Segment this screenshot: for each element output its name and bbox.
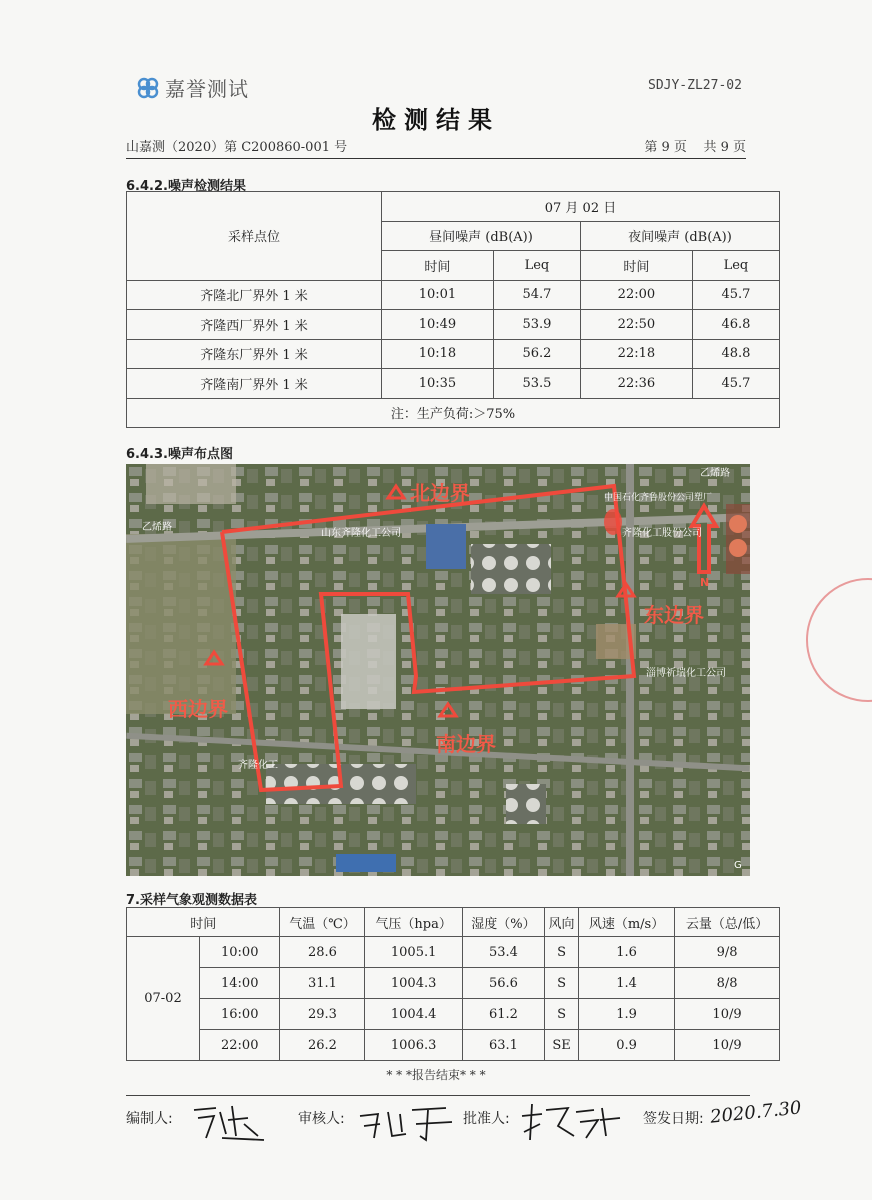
south-boundary-label: 南边界 (436, 732, 496, 756)
pressure-cell: 1006.3 (365, 1030, 462, 1061)
humidity-cell: 63.1 (462, 1030, 544, 1061)
wind-speed-cell: 1.9 (579, 999, 675, 1030)
company-label: 中国石化齐鲁股份公司塑厂 (604, 493, 713, 503)
brand-logo-icon (137, 77, 159, 99)
night-time-cell: 22:50 (580, 310, 692, 340)
header-humidity: 湿度（%） (462, 908, 544, 937)
footer-divider (126, 1095, 750, 1096)
compiler-label: 编制人: (126, 1111, 173, 1127)
night-leq-cell: 46.8 (692, 310, 779, 340)
date-cell: 07-02 (127, 937, 200, 1061)
road-label: 乙烯路 (700, 468, 730, 479)
night-leq-cell: 48.8 (692, 339, 779, 369)
issue-date-handwritten: 2020.7.30 (709, 1097, 803, 1128)
day-time-cell: 10:18 (382, 339, 494, 369)
noise-section-title: 6.4.2.噪声检测结果 (126, 179, 246, 194)
page-title: 检测结果 (372, 106, 500, 134)
wind-speed-cell: 1.6 (579, 937, 675, 968)
approver-label: 批准人: (463, 1111, 510, 1127)
brand-name: 嘉誉测试 (165, 77, 249, 101)
weather-section-title: 7.采样气象观测数据表 (126, 893, 257, 908)
wind-dir-cell: SE (545, 1030, 579, 1061)
day-leq-cell: 54.7 (493, 280, 580, 310)
date-header: 07 月 02 日 (382, 192, 780, 222)
night-time-header: 时间 (580, 251, 692, 281)
company-label: 山东齐隆化工公司 (321, 528, 401, 539)
night-leq-cell: 45.7 (692, 369, 779, 399)
map-corner-mark: G (734, 860, 742, 871)
report-ref-line (126, 136, 746, 159)
temp-cell: 28.6 (280, 937, 365, 968)
humidity-cell: 53.4 (462, 937, 544, 968)
header-cloud: 云量（总/低） (675, 908, 780, 937)
issue-date-label: 签发日期: (643, 1111, 704, 1127)
reviewer-signature (354, 1100, 464, 1144)
east-boundary-label: 东边界 (644, 603, 704, 627)
day-time-cell: 10:35 (382, 369, 494, 399)
night-leq-cell: 45.7 (692, 280, 779, 310)
day-time-header: 时间 (382, 251, 494, 281)
time-cell: 14:00 (200, 968, 280, 999)
table-row (127, 280, 780, 310)
header-pressure: 气压（hpa） (365, 908, 462, 937)
company-label: 齐隆化工 (238, 760, 278, 771)
night-time-cell: 22:36 (580, 369, 692, 399)
table-row (127, 1030, 780, 1061)
day-time-cell: 10:01 (382, 280, 494, 310)
company-label: 齐隆化工股份公司 (622, 528, 702, 539)
humidity-cell: 56.6 (462, 968, 544, 999)
header-temp: 气温（℃） (280, 908, 365, 937)
point-cell: 齐隆西厂界外 1 米 (127, 310, 382, 340)
pressure-cell: 1005.1 (365, 937, 462, 968)
point-cell: 齐隆南厂界外 1 米 (127, 369, 382, 399)
satellite-map-image (126, 464, 750, 876)
west-boundary-label: 西边界 (168, 697, 228, 721)
day-noise-header: 昼间噪声 (dB(A)) (382, 221, 581, 251)
seal-stamp (806, 578, 872, 702)
doc-code: SDJY-ZL27-02 (648, 78, 742, 93)
wind-dir-cell: S (545, 968, 579, 999)
pressure-cell: 1004.4 (365, 999, 462, 1030)
wind-speed-cell: 1.4 (579, 968, 675, 999)
night-time-cell: 22:00 (580, 280, 692, 310)
header-wind-dir: 风向 (545, 908, 579, 937)
map-section-title: 6.4.3.噪声布点图 (126, 447, 233, 462)
header-wind-speed: 风速（m/s） (579, 908, 675, 937)
humidity-cell: 61.2 (462, 999, 544, 1030)
day-time-cell: 10:49 (382, 310, 494, 340)
col-point-header: 采样点位 (127, 192, 382, 281)
table-row (127, 369, 780, 399)
load-note: 注：生产负荷:＞75% (127, 398, 780, 428)
report-end-mark: * * *报告结束* * * (386, 1068, 486, 1082)
page-info: 第 9 页 共 9 页 (644, 140, 746, 155)
day-leq-header: Leq (493, 251, 580, 281)
table-row (127, 339, 780, 369)
approver-signature (516, 1096, 626, 1144)
day-leq-cell: 53.5 (493, 369, 580, 399)
noise-point-map (126, 464, 750, 876)
wind-dir-cell: S (545, 937, 579, 968)
temp-cell: 26.2 (280, 1030, 365, 1061)
day-leq-cell: 53.9 (493, 310, 580, 340)
header-time: 时间 (127, 908, 280, 937)
brand-logo (137, 73, 249, 102)
cloud-cell: 9/8 (675, 937, 780, 968)
time-cell: 10:00 (200, 937, 280, 968)
wind-speed-cell: 0.9 (579, 1030, 675, 1061)
night-time-cell: 22:18 (580, 339, 692, 369)
company-label: 淄博祈瑞化工公司 (646, 668, 726, 679)
noise-table (126, 191, 780, 428)
point-cell: 齐隆北厂界外 1 米 (127, 280, 382, 310)
compiler-signature (186, 1098, 276, 1144)
wind-dir-cell: S (545, 999, 579, 1030)
table-row (127, 968, 780, 999)
night-leq-header: Leq (692, 251, 779, 281)
cloud-cell: 8/8 (675, 968, 780, 999)
north-boundary-label: 北边界 (410, 481, 470, 505)
day-leq-cell: 56.2 (493, 339, 580, 369)
report-number: 山嘉测（2020）第 C200860-001 号 (126, 140, 348, 155)
cloud-cell: 10/9 (675, 1030, 780, 1061)
temp-cell: 31.1 (280, 968, 365, 999)
weather-table (126, 907, 780, 1061)
north-letter: N (700, 576, 710, 589)
time-cell: 16:00 (200, 999, 280, 1030)
temp-cell: 29.3 (280, 999, 365, 1030)
road-label: 乙烯路 (142, 522, 172, 533)
time-cell: 22:00 (200, 1030, 280, 1061)
pressure-cell: 1004.3 (365, 968, 462, 999)
table-row (127, 999, 780, 1030)
point-cell: 齐隆东厂界外 1 米 (127, 339, 382, 369)
table-row (127, 937, 780, 968)
cloud-cell: 10/9 (675, 999, 780, 1030)
night-noise-header: 夜间噪声 (dB(A)) (580, 221, 779, 251)
table-row (127, 310, 780, 340)
reviewer-label: 审核人: (298, 1111, 345, 1127)
